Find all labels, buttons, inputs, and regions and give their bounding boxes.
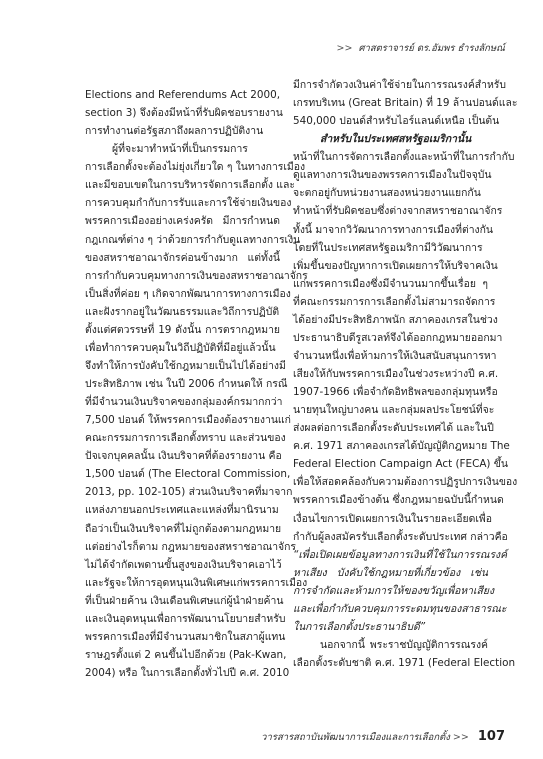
text-line: การทำงานต่อรัฐสภาถึงผลการปฏิบัติงาน (85, 125, 264, 138)
text-line: การเลือกตั้งจะต้องไม่ยุ่งเกี่ยวใด ๆ ในทางการเมือง (85, 161, 306, 174)
page-number: 107 (477, 729, 505, 744)
text-line: ที่เป็นฝ่ายค้าน เงินเดือนพิเศษแก่ผู้นำฝ่ายค้าน (85, 594, 284, 607)
text-line: กฎเกณฑ์ต่าง ๆ ว่าด้วยการกำกับดูแลทางการเงิน (85, 233, 301, 246)
text-line: เลือกตั้งระดับชาติ ค.ศ. 1971 (Federal Election (293, 657, 516, 669)
text-line: เงื่อนไขการเปิดเผยการเงินในรายละเอียดเพื่อ (293, 512, 492, 525)
text-line: แหล่งภายนอกประเทศและแหล่งที่มานิรนาม (85, 504, 279, 517)
text-line: พรรคการเมืองที่มีจำนวนสมาชิกในสภาผู้แทน (85, 630, 286, 643)
text-line: 1,500 ปอนด์ (The Electoral Commission, (85, 468, 291, 481)
text-line: จึงทำให้การบังคับใช้กฎหมายเป็นไปได้อย่างมี (85, 359, 286, 372)
text-line: นายทุนใหญ่บางคน และกลุ่มผลประโยชน์ที่จะ (293, 404, 495, 417)
text-line: 1907-1966 เพื่อจำกัดอิทธิพลของกลุ่มทุนหรือ (293, 386, 498, 399)
text-line: ถือว่าเป็นเงินบริจาคที่ไม่ถูกต้องตามกฎหมาย (85, 522, 282, 535)
text-line: และฝังรากอยู่ในวัฒนธรรมและวิถีการปฏิบัติ (85, 305, 280, 318)
quote-line: การจำกัดและห้ามการให้ของขวัญเพื่อหาเสียง (293, 584, 495, 597)
quote-line: หาเสียง บังคับใช้กฎหมายที่เกี่ยวข้อง เช่น (293, 566, 488, 579)
text-line: ส่งผลต่อการเลือกตั้งระดับประเทศได้ และในปี (293, 422, 494, 435)
text-line: ดูแลทางการเงินของพรรคการเมืองในปัจจุบัน (293, 169, 492, 182)
text-line: section 3) จึงต้องมีหน้าที่รับผิดชอบรายงาน (85, 107, 283, 120)
text-line: แก่พรรคการเมืองซึ่งมีจำนวนมากขึ้นเรื่อย ๆ (293, 277, 488, 290)
text-line: ทั้งนี้ มาจากวิวัฒนาการทางการเมืองที่ต่างกัน (293, 223, 494, 236)
text-line: เกรทบริเทน (Great Britain) ที่ 19 ล้านปอนด์และ (293, 97, 518, 110)
footer-marker: >> (452, 732, 469, 743)
header-author: ศาสตราจารย์ ดร.อัมพร ธำรงลักษณ์ (358, 43, 505, 54)
quote-line: ในการเลือกตั้งประธานาธิบดี” (293, 620, 426, 633)
text-line: ไม่ได้จำกัดเพดานขั้นสูงของเงินบริจาคเอาไว้ (85, 558, 282, 571)
text-line: ประธานาธิบดีรูสเวลท์จึงได้ออกกฎหมายออกมา (293, 331, 503, 344)
section-lead-line: สำหรับในประเทศสหรัฐอเมริกานั้น (320, 133, 472, 146)
running-footer (261, 729, 505, 745)
text-line: 540,000 ปอนด์สำหรับไอร์แลนด์เหนือ เป็นต้น (293, 115, 500, 128)
text-line: มีการจำกัดวงเงินค่าใช้จ่ายในการรณรงค์สำหรับ (293, 79, 506, 91)
text-line: พรรคการเมืองอย่างเคร่งครัด มีการกำหนด (85, 215, 280, 228)
text-line: และมีขอบเขตในการบริหารจัดการเลือกตั้ง และ (85, 179, 295, 192)
text-line: Elections and Referendums Act 2000, (85, 89, 281, 101)
text-line: แต่อย่างไรก็ตาม กฎหมายของสหราชอาณาจักร (85, 540, 296, 553)
text-line: Federal Election Campaign Act (FECA) ขึ้น (293, 458, 508, 471)
text-line: พรรคการเมืองข้างต้น ซึ่งกฎหมายฉบับนี้กำหนด (293, 494, 504, 507)
text-line: และรัฐจะให้การอุดหนุนเงินพิเศษแก่พรรคการเมือง (85, 576, 308, 589)
header-marker: >> (336, 43, 353, 54)
text-line: เป็นสิ่งที่ค่อย ๆ เกิดจากพัฒนาการทางการเมือง (85, 287, 291, 300)
text-line: เพื่อทำการควบคุมในวิถีปฏิบัติที่มีอยู่แล้วนั้น (85, 341, 276, 354)
footer-journal-title: วารสารสถาบันพัฒนาการเมืองและการเลือกตั้ง (261, 732, 450, 743)
text-line: เสียงให้กับพรรคการเมืองในช่วงระหว่างปี ค.ศ. (293, 368, 499, 380)
text-line: ทำหน้าที่รับผิดชอบซึ่งต่างจากสหราชอาณาจักร (293, 205, 503, 218)
text-line: ได้อย่างมีประสิทธิภาพนัก สภาคองเกรสในช่วง (293, 313, 498, 326)
text-line: ค.ศ. 1971 สภาคองเกรสได้บัญญัติกฎหมาย The (293, 440, 510, 453)
quote-line: และเพื่อกำกับควบคุมการระดมทุนของสาธารณะ (293, 602, 507, 615)
text-line: ตั้งแต่ศตวรรษที่ 19 ดังนั้น การตรากฎหมาย (85, 323, 280, 336)
text-line: ปัจเจกบุคคลนั้น เงินบริจาคที่ต้องรายงาน คือ (85, 450, 282, 463)
text-line: โดยที่ในประเทศสหรัฐอเมริกามีวิวัฒนาการ (293, 241, 483, 254)
text-line: เพื่อให้สอดคล้องกับความต้องการปฏิรูปการเงินของ (293, 476, 518, 489)
text-line: คณะกรรมการการเลือกตั้งทราบ และส่วนของ (85, 432, 286, 445)
text-line: หน้าที่ในการจัดการเลือกตั้งและหน้าที่ในการกำกับ (293, 151, 515, 164)
text-line: 7,500 ปอนด์ ให้พรรคการเมืองต้องรายงานแก่ (85, 414, 291, 427)
text-line: ของสหราชอาณาจักรค่อนข้างมาก แต่ทั้งนี้ (85, 251, 280, 264)
quote-line: “เพื่อเปิดเผยข้อมูลทางการเงินที่ใช้ในการรณรงค์ (293, 548, 508, 561)
text-line: จำนวนหนึ่งเพื่อห้ามการให้เงินสนับสนุนการหา (293, 349, 497, 362)
text-line: จะตกอยู่กับหน่วยงานสองหน่วยงานแยกกัน (293, 187, 481, 200)
text-line: เพิ่มขึ้นของปัญหาการเปิดเผยการให้บริจาคเงิน (293, 259, 498, 272)
right-column (293, 76, 518, 672)
left-column (85, 86, 308, 682)
text-line: และเงินอุดหนุนเพื่อการพัฒนานโยบายสำหรับ (85, 612, 286, 625)
text-line: ประสิทธิภาพ เช่น ในปี 2006 กำหนดให้ กรณี (85, 378, 288, 390)
text-line: ผู้ที่จะมาทำหน้าที่เป็นกรรมการ (112, 143, 248, 156)
text-line: ราษฎรตั้งแต่ 2 คนขึ้นไปอีกด้วย (Pak-Kwan, (85, 648, 287, 661)
text-line: การควบคุมกำกับการรับและการใช้จ่ายเงินของ (85, 197, 292, 210)
text-line: 2004) หรือ ในการเลือกตั้งทั่วไปปี ค.ศ. 2010 (85, 667, 290, 679)
text-line: ที่คณะกรรมการการเลือกตั้งไม่สามารถจัดการ (293, 295, 496, 308)
text-line: ที่มีจำนวนเงินบริจาคของกลุ่มองค์กรมากกว่า (85, 396, 283, 409)
text-line: การกำกับควบคุมทางการเงินของสหราชอาณาจักร (85, 269, 308, 282)
running-header (337, 41, 505, 56)
text-line: นอกจากนี้ พระราชบัญญัติการรณรงค์ (320, 638, 488, 651)
text-line: กำกับผู้ลงสมัครรับเลือกตั้งระดับประเทศ กล่าวคือ (293, 530, 508, 543)
text-line: 2013, pp. 102-105) ส่วนเงินบริจาคที่มาจาก (85, 486, 293, 499)
